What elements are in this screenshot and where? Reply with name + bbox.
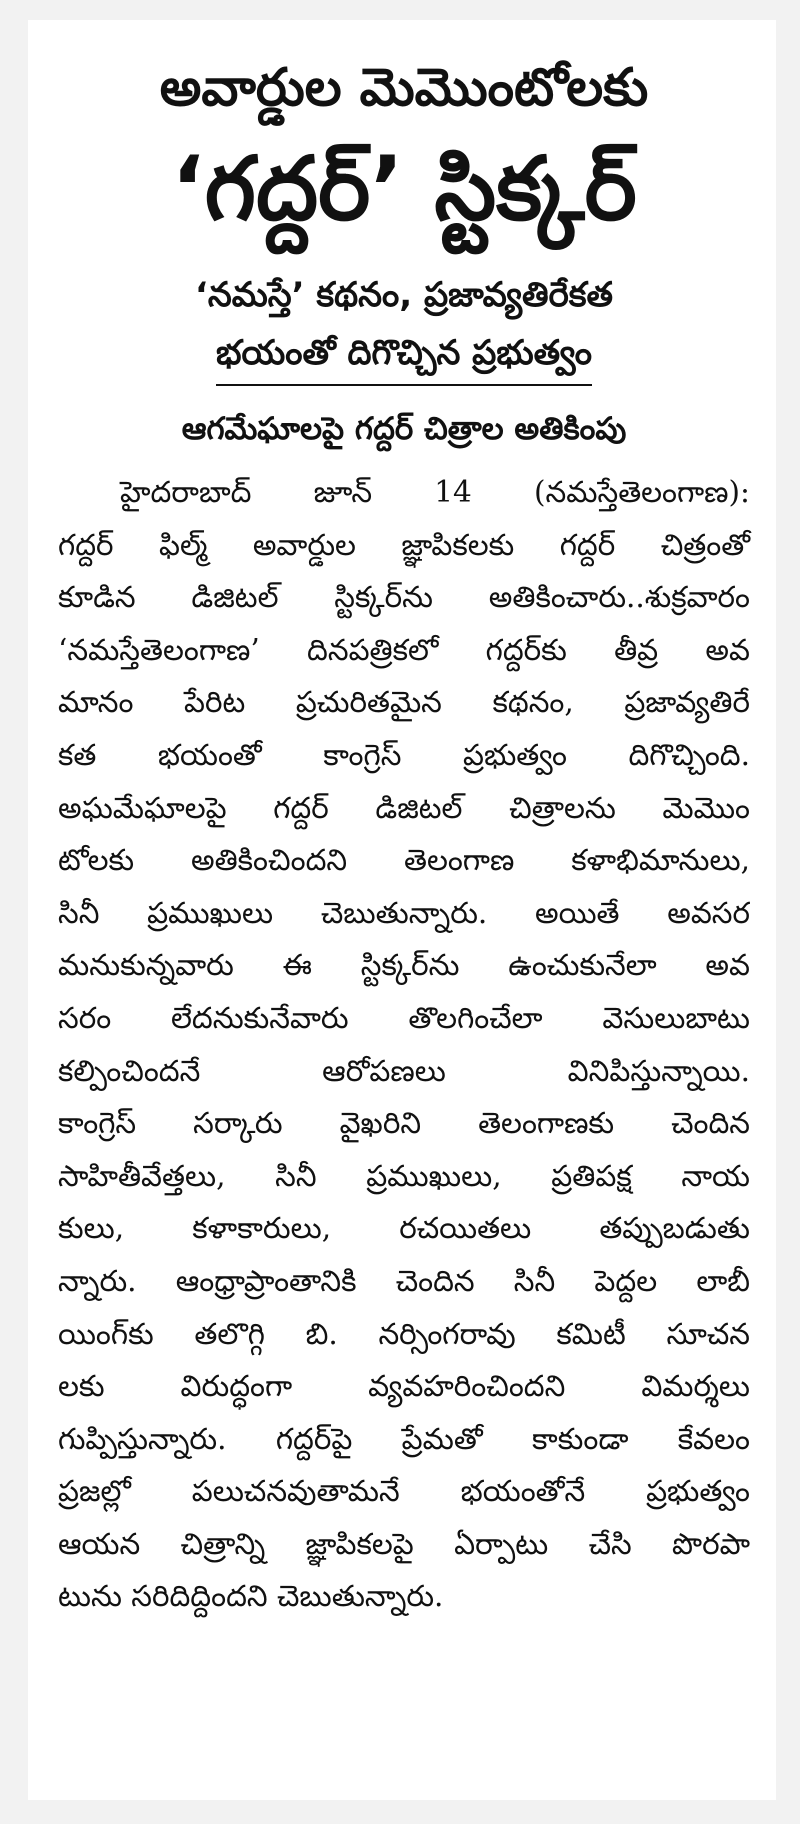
body-line: న్నారు. ఆంధ్రాప్రాంతానికి చెందిన సినీ పెద్దల లాబీ [58,1263,750,1298]
deck-line-2: భయంతో దిగొచ్చిన ప్రభుత్వం [216,324,592,386]
body-line: టోలకు అతికించిందని తెలంగాణ కళాభిమానులు, [58,843,750,878]
subheadline: ఆగమేఘాలపై గద్దర్ చిత్రాల అతికింపు [181,411,627,447]
body-line-last: టును సరిదిద్దిందని చెబుతున్నారు. [58,1579,444,1614]
body-line: యింగ్‌కు తలొగ్గి బి. నర్సింగరావు కమిటీ సూచన [58,1316,750,1351]
body-line: కులు, కళాకారులు, రచయితలు తప్పుబడుతు [58,1211,750,1246]
body-line-dateline: హైదరాబాద్ జూన్ 14 (నమస్తేతెలంగాణ): [120,475,750,509]
body-line: కత భయంతో కాంగ్రెస్ ప్రభుత్వం దిగొచ్చింది. [58,737,750,772]
body-line: ఆయన చిత్రాన్ని జ్ఞాపికలపై ఏర్పాటు చేసి పొరపా [58,1526,750,1561]
body-line: ప్రజల్లో పలుచనవుతామనే భయంతోనే ప్రభుత్వం [58,1474,750,1509]
headline-line-2: ‘గద్దర్’ స్టిక్కర్ [171,137,637,240]
body-line: సినీ ప్రముఖులు చెబుతున్నారు. అయితే అవసర [58,895,750,930]
body-line: గుప్పిస్తున్నారు. గద్దర్‌పై ప్రేమతో కాకుండా కేవలం [58,1421,750,1456]
newspaper-clipping [28,20,776,1800]
body-line: అఘమేఘాలపై గద్దర్ డిజిటల్ చిత్రాలను మెమొం [58,790,750,825]
body-line: మనుకున్నవారు ఈ స్టిక్కర్‌ను ఉంచుకునేలా అవ [58,948,750,983]
deck-line-2-wrapper [58,324,750,386]
deck-line-1: ‘నమస్తే’ కథనం, ప్రజావ్యతిరేకత [195,275,613,315]
article-body [58,466,750,1623]
headline-line-1: అవార్డుల మెమొంటోలకు [159,58,649,118]
body-line: లకు విరుద్ధంగా వ్యవహరించిందని విమర్శలు [58,1369,750,1404]
body-line: సాహితీవేత్తలు, సినీ ప్రముఖులు, ప్రతిపక్ష నాయ [58,1158,750,1193]
body-line: మానం పేరిట ప్రచురితమైన కథనం, ప్రజావ్యతిరే [58,685,750,720]
body-line: సరం లేదనుకునేవారు తొలగించేలా వెసులుబాటు [58,1000,750,1035]
body-line: గద్దర్ ఫిల్మ్ అవార్డుల జ్ఞాపికలకు గద్దర్ చిత్రంతో [58,527,750,562]
body-line: కల్పించిందనే ఆరోపణలు వినిపిస్తున్నాయి. [58,1053,750,1088]
body-line: కాంగ్రెస్ సర్కారు వైఖరిని తెలంగాణకు చెందిన [58,1106,750,1141]
body-line: ‘నమస్తేతెలంగాణ’ దినపత్రికలో గద్దర్‌కు తీవ్ర అవ [58,632,750,667]
body-line: కూడిన డిజిటల్ స్టిక్కర్‌ను అతికించారు..శుక్రవారం [58,580,750,615]
